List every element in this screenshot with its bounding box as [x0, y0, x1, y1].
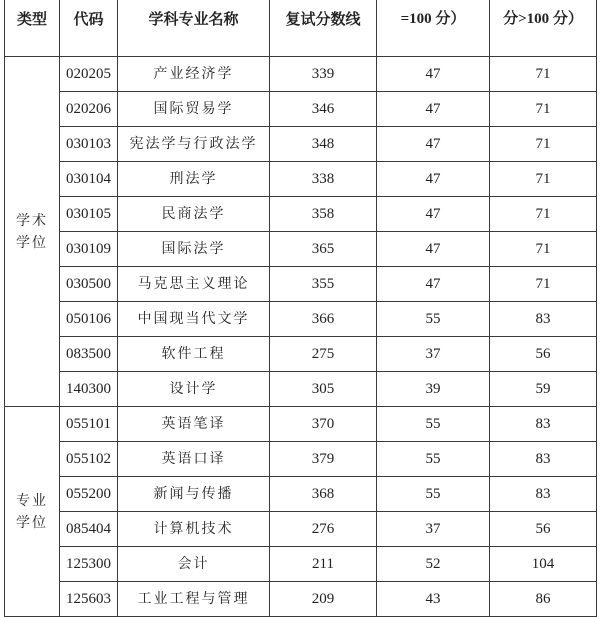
code-cell: 085404 [60, 512, 118, 547]
single-score-high-cell: 71 [490, 232, 597, 267]
single-score-high-cell: 71 [490, 197, 597, 232]
table-row [5, 197, 597, 232]
single-score-high-cell: 83 [490, 407, 597, 442]
table-row [5, 547, 597, 582]
code-cell: 050106 [60, 302, 118, 337]
single-score-low-cell: 47 [377, 267, 490, 302]
name-cell: 国际法学 [118, 232, 270, 267]
single-score-high-cell: 86 [490, 582, 597, 617]
total-score-cell: 211 [270, 547, 377, 582]
table-row [5, 372, 597, 407]
single-score-high-cell: 83 [490, 477, 597, 512]
single-score-low-cell: 55 [377, 302, 490, 337]
table-row [5, 92, 597, 127]
category-label-line1: 专业 [16, 492, 48, 509]
single-score-high-cell: 59 [490, 372, 597, 407]
single-score-high-cell: 56 [490, 512, 597, 547]
total-score-cell: 348 [270, 127, 377, 162]
code-cell: 055200 [60, 477, 118, 512]
code-cell: 030500 [60, 267, 118, 302]
category-label-line2: 学位 [16, 234, 48, 251]
total-score-cell: 338 [270, 162, 377, 197]
table-row [5, 127, 597, 162]
table-row [5, 477, 597, 512]
single-score-high-cell: 83 [490, 442, 597, 477]
table-row [5, 267, 597, 302]
single-score-low-cell: 47 [377, 232, 490, 267]
table-row [5, 512, 597, 547]
single-score-high-cell: 83 [490, 302, 597, 337]
total-score-cell: 339 [270, 57, 377, 92]
single-score-high-cell: 71 [490, 267, 597, 302]
header-row [5, 0, 597, 57]
code-cell: 030103 [60, 127, 118, 162]
total-score-cell: 379 [270, 442, 377, 477]
code-cell: 030109 [60, 232, 118, 267]
single-score-low-cell: 43 [377, 582, 490, 617]
code-cell: 140300 [60, 372, 118, 407]
name-cell: 产业经济学 [118, 57, 270, 92]
single-score-low-cell: 47 [377, 162, 490, 197]
code-cell: 030104 [60, 162, 118, 197]
single-score-low-cell: 52 [377, 547, 490, 582]
header-code: 代码 [60, 0, 118, 57]
code-cell: 125300 [60, 547, 118, 582]
single-score-low-cell: 47 [377, 57, 490, 92]
single-score-low-cell: 39 [377, 372, 490, 407]
total-score-cell: 355 [270, 267, 377, 302]
header-name: 学科专业名称 [118, 0, 270, 57]
single-score-high-cell: 104 [490, 547, 597, 582]
name-cell: 软件工程 [118, 337, 270, 372]
category-label-line1: 学术 [16, 212, 48, 229]
single-score-high-cell: 71 [490, 92, 597, 127]
code-cell: 055101 [60, 407, 118, 442]
single-score-low-cell: 55 [377, 442, 490, 477]
total-score-cell: 370 [270, 407, 377, 442]
table-row [5, 302, 597, 337]
code-cell: 020205 [60, 57, 118, 92]
code-cell: 055102 [60, 442, 118, 477]
single-score-low-cell: 47 [377, 197, 490, 232]
single-score-low-cell: 37 [377, 512, 490, 547]
total-score-cell: 365 [270, 232, 377, 267]
name-cell: 刑法学 [118, 162, 270, 197]
single-score-low-cell: 55 [377, 477, 490, 512]
name-cell: 宪法学与行政法学 [118, 127, 270, 162]
table-row [5, 162, 597, 197]
single-score-high-cell: 71 [490, 162, 597, 197]
single-score-low-cell: 37 [377, 337, 490, 372]
name-cell: 中国现当代文学 [118, 302, 270, 337]
code-cell: 125603 [60, 582, 118, 617]
name-cell: 国际贸易学 [118, 92, 270, 127]
total-score-cell: 346 [270, 92, 377, 127]
code-cell: 030105 [60, 197, 118, 232]
category-label-line2: 学位 [16, 514, 48, 531]
total-score-cell: 368 [270, 477, 377, 512]
single-score-high-cell: 56 [490, 337, 597, 372]
category-cell [5, 57, 60, 407]
single-score-high-cell: 71 [490, 57, 597, 92]
table-row [5, 442, 597, 477]
total-score-cell: 209 [270, 582, 377, 617]
name-cell: 工业工程与管理 [118, 582, 270, 617]
single-score-low-cell: 47 [377, 92, 490, 127]
header-single-low: =100 分） [377, 0, 490, 57]
name-cell: 计算机技术 [118, 512, 270, 547]
table-row [5, 337, 597, 372]
header-type: 类型 [5, 0, 60, 57]
name-cell: 英语笔译 [118, 407, 270, 442]
name-cell: 新闻与传播 [118, 477, 270, 512]
total-score-cell: 276 [270, 512, 377, 547]
total-score-cell: 275 [270, 337, 377, 372]
category-cell [5, 407, 60, 617]
table-row [5, 57, 597, 92]
code-cell: 083500 [60, 337, 118, 372]
name-cell: 民商法学 [118, 197, 270, 232]
single-score-low-cell: 55 [377, 407, 490, 442]
table-row [5, 582, 597, 617]
score-table [4, 0, 597, 617]
header-total: 复试分数线 [270, 0, 377, 57]
name-cell: 马克思主义理论 [118, 267, 270, 302]
single-score-high-cell: 71 [490, 127, 597, 162]
header-single-high: 分>100 分） [490, 0, 597, 57]
total-score-cell: 305 [270, 372, 377, 407]
total-score-cell: 366 [270, 302, 377, 337]
table-row [5, 232, 597, 267]
single-score-low-cell: 47 [377, 127, 490, 162]
code-cell: 020206 [60, 92, 118, 127]
name-cell: 设计学 [118, 372, 270, 407]
table-row [5, 407, 597, 442]
name-cell: 英语口译 [118, 442, 270, 477]
total-score-cell: 358 [270, 197, 377, 232]
name-cell: 会计 [118, 547, 270, 582]
